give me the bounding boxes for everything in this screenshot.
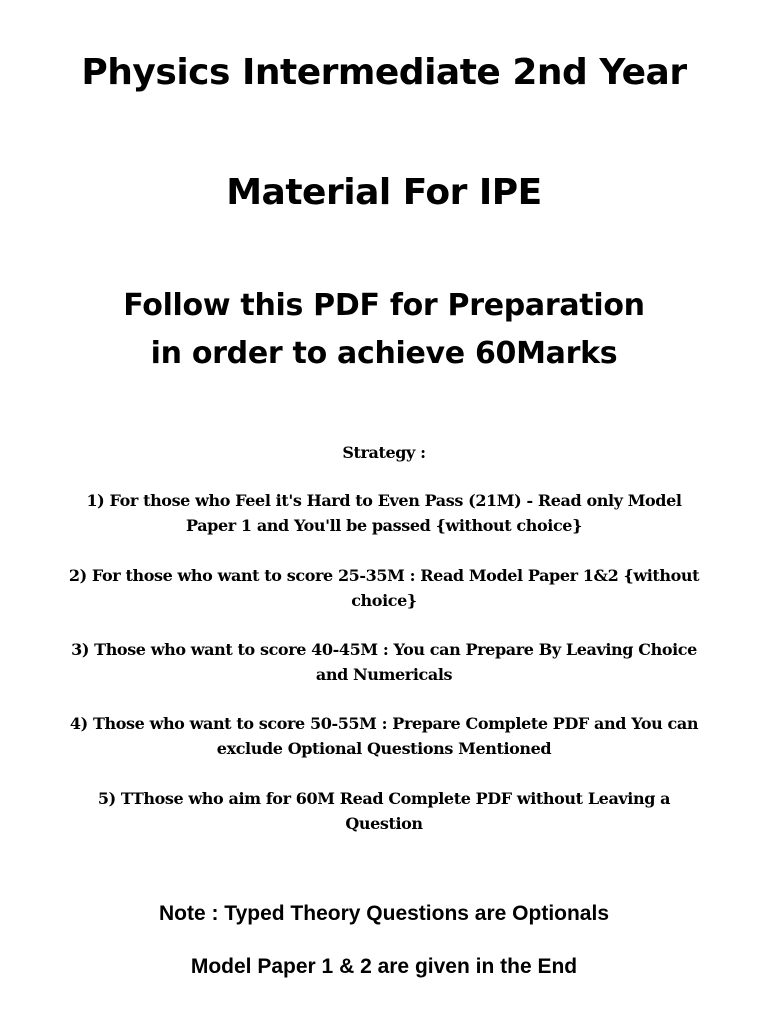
document-subtitle: Material For IPE xyxy=(226,172,542,213)
strategy-item-4-line-1: 4) Those who want to score 50-55M : Prepare Complete PDF and You can xyxy=(69,714,699,733)
intro-line-2: in order to achieve 60Marks xyxy=(150,336,618,371)
note-optional-questions: Note : Typed Theory Questions are Optionals xyxy=(158,902,609,925)
intro-line-1: Follow this PDF for Preparation xyxy=(123,288,645,323)
strategy-item-1-line-2: Paper 1 and You'll be passed {without choice} xyxy=(186,516,582,535)
note-model-papers: Model Paper 1 & 2 are given in the End xyxy=(190,955,578,978)
strategy-item-4-line-2: exclude Optional Questions Mentioned xyxy=(216,739,552,758)
strategy-item-1-line-1: 1) For those who Feel it's Hard to Even Pass (21M) - Read only Model xyxy=(86,491,682,510)
strategy-item-5-line-1: 5) TThose who aim for 60M Read Complete PDF without Leaving a xyxy=(97,789,671,808)
strategy-item-2-line-2: choice} xyxy=(351,591,417,610)
strategy-item-3-line-1: 3) Those who want to score 40-45M : You can Prepare By Leaving Choice xyxy=(71,640,697,659)
strategy-item-2-line-1: 2) For those who want to score 25-35M : Read Model Paper 1&2 {without xyxy=(68,566,700,585)
strategy-item-5-line-2: Question xyxy=(345,814,423,833)
document-title: Physics Intermediate 2nd Year xyxy=(81,52,687,93)
strategy-heading: Strategy : xyxy=(342,443,426,462)
strategy-item-3-line-2: and Numericals xyxy=(315,665,453,684)
